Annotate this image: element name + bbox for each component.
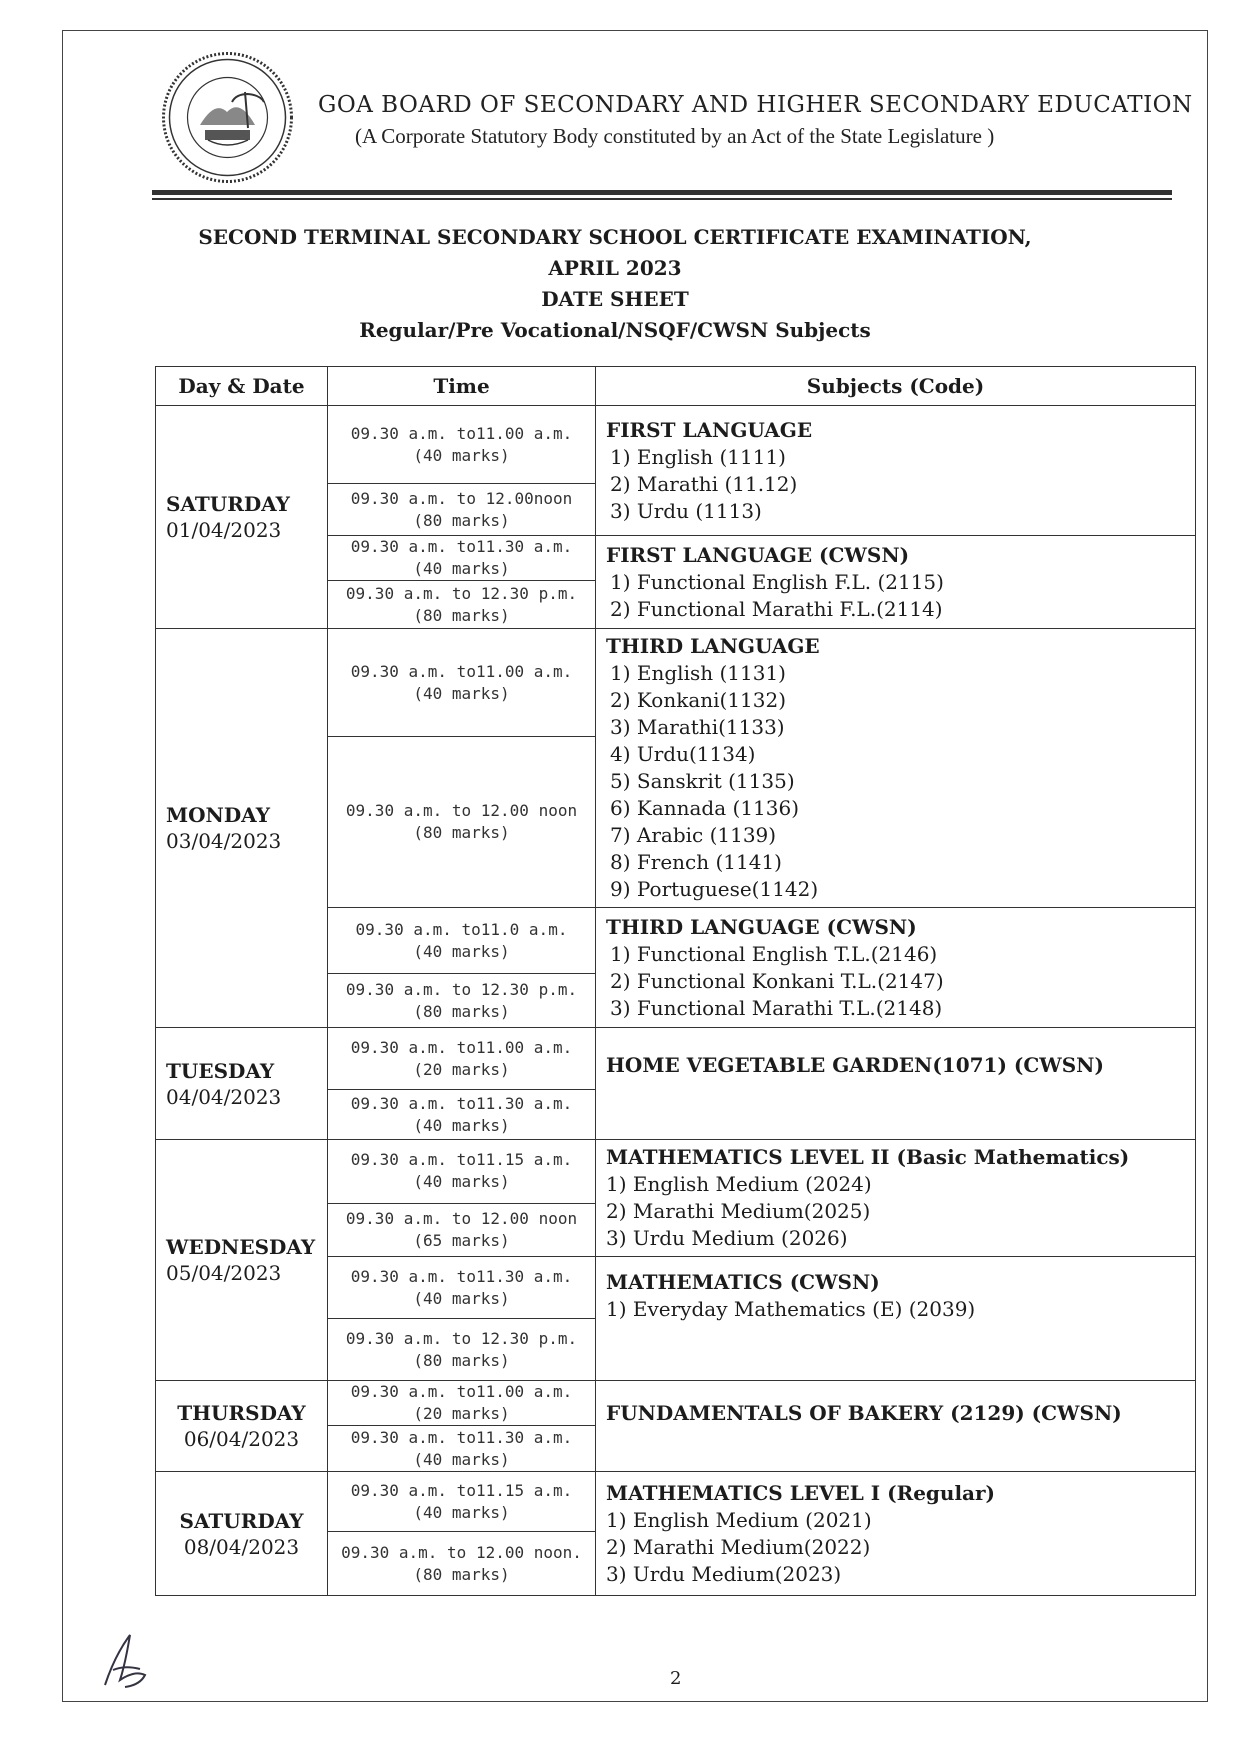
subject-item: 3) Functional Marathi T.L.(2148) xyxy=(610,995,943,1020)
subject-item: 2) Marathi Medium(2025) xyxy=(606,1199,871,1223)
time-cell xyxy=(328,406,596,484)
marks: (80 marks) xyxy=(413,605,510,625)
table-header-row xyxy=(156,367,1196,406)
time-range: 09.30 a.m. to11.00 a.m. xyxy=(350,423,573,443)
signature-icon xyxy=(95,1625,165,1695)
marks: (80 marks) xyxy=(413,1350,510,1370)
day-cell xyxy=(156,629,328,1028)
subjects-cell xyxy=(596,629,1196,908)
header-rule-thin xyxy=(152,198,1172,200)
subject-item: 2) Functional Konkani T.L.(2147) xyxy=(610,968,944,993)
subject-item: 3) Urdu Medium(2023) xyxy=(606,1561,842,1586)
time-cell xyxy=(328,1140,596,1204)
board-seal-icon xyxy=(160,50,295,185)
table-row xyxy=(156,406,1196,484)
time-range: 09.30 a.m. to11.0 a.m. xyxy=(355,919,568,939)
subjects-cell xyxy=(596,1140,1196,1257)
header-time: Time xyxy=(328,367,596,406)
exam-titles xyxy=(150,222,1080,346)
time-cell xyxy=(328,581,596,629)
subject-item: 1) English (1111) xyxy=(610,444,786,469)
time-cell xyxy=(328,484,596,536)
time-range: 09.30 a.m. to11.00 a.m. xyxy=(350,661,573,681)
exam-month: APRIL 2023 xyxy=(548,256,682,280)
day-cell xyxy=(156,1381,328,1472)
time-cell xyxy=(328,629,596,737)
time-range: 09.30 a.m. to 12.00 noon. xyxy=(341,1542,582,1562)
marks: (40 marks) xyxy=(413,559,510,578)
subject-item: 7) Arabic (1139) xyxy=(610,823,777,847)
subject-item: 9) Portuguese(1142) xyxy=(610,877,819,901)
subject-item: 1) Functional English F.L. (2115) xyxy=(610,569,944,594)
subjects-cell xyxy=(596,1472,1196,1596)
subject-item: 1) English (1131) xyxy=(610,661,786,685)
day-date: 03/04/2023 xyxy=(166,829,282,853)
table-row xyxy=(156,1140,1196,1204)
page-number: 2 xyxy=(670,1668,682,1689)
subject-item: 4) Urdu(1134) xyxy=(610,742,756,766)
day-name: TUESDAY xyxy=(166,1058,275,1083)
date-sheet-table xyxy=(155,366,1196,1596)
subjects-cell xyxy=(596,1257,1196,1381)
day-cell xyxy=(156,406,328,629)
day-cell xyxy=(156,1140,328,1381)
time-range: 09.30 a.m. to 12.30 p.m. xyxy=(345,979,578,999)
time-cell xyxy=(328,536,596,581)
subject-item: 1) Functional English T.L.(2146) xyxy=(610,941,938,966)
subject-item: 1) English Medium (2021) xyxy=(606,1507,872,1532)
time-range: 09.30 a.m. to 12.00noon xyxy=(350,488,573,508)
table-row xyxy=(156,629,1196,737)
marks: (80 marks) xyxy=(413,823,510,843)
time-cell xyxy=(328,1203,596,1256)
board-subtitle: (A Corporate Statutory Body constituted by an Act of the State Legislature ) xyxy=(355,124,995,148)
marks: (80 marks) xyxy=(413,510,510,530)
table-row xyxy=(156,1381,1196,1426)
marks: (20 marks) xyxy=(413,1404,510,1423)
day-cell xyxy=(156,1028,328,1140)
subject-item: 1) Everyday Mathematics (E) (2039) xyxy=(606,1296,976,1321)
subject-item: 1) English Medium (2024) xyxy=(606,1172,872,1196)
day-date: 05/04/2023 xyxy=(166,1261,282,1285)
subject-heading: MATHEMATICS LEVEL I (Regular) xyxy=(606,1480,996,1505)
subject-item: 3) Marathi(1133) xyxy=(610,715,785,739)
marks: (40 marks) xyxy=(413,1449,510,1469)
marks: (40 marks) xyxy=(413,1288,510,1308)
subject-item: 8) French (1141) xyxy=(610,850,782,874)
marks: (40 marks) xyxy=(413,1172,510,1192)
subject-heading: FUNDAMENTALS OF BAKERY (2129) (CWSN) xyxy=(606,1400,1122,1425)
time-range: 09.30 a.m. to11.00 a.m. xyxy=(350,1382,573,1401)
subject-item: 2) Konkani(1132) xyxy=(610,688,787,712)
time-cell xyxy=(328,1532,596,1596)
time-range: 09.30 a.m. to11.00 a.m. xyxy=(350,1037,573,1057)
header-subjects: Subjects (Code) xyxy=(596,367,1196,406)
time-range: 09.30 a.m. to 12.00 noon xyxy=(345,801,578,821)
subject-item: 2) Marathi Medium(2022) xyxy=(606,1534,871,1559)
day-date: 04/04/2023 xyxy=(166,1084,282,1109)
marks: (80 marks) xyxy=(413,1564,510,1584)
marks: (80 marks) xyxy=(413,1001,510,1021)
subject-heading: HOME VEGETABLE GARDEN(1071) (CWSN) xyxy=(606,1053,1104,1077)
subject-heading: THIRD LANGUAGE (CWSN) xyxy=(606,914,917,939)
table-row xyxy=(156,1472,1196,1532)
subject-item: 3) Urdu Medium (2026) xyxy=(606,1226,848,1250)
date-sheet-title: DATE SHEET xyxy=(541,287,689,311)
day-name: THURSDAY xyxy=(177,1401,306,1425)
day-date: 01/04/2023 xyxy=(166,518,282,542)
subject-heading: THIRD LANGUAGE xyxy=(606,634,820,658)
exam-title: SECOND TERMINAL SECONDARY SCHOOL CERTIFICATE EXAMINATION, xyxy=(198,225,1032,249)
time-cell xyxy=(328,1319,596,1381)
time-range: 09.30 a.m. to11.15 a.m. xyxy=(350,1150,573,1170)
subject-category: Regular/Pre Vocational/NSQF/CWSN Subjects xyxy=(359,318,871,342)
subjects-cell xyxy=(596,1028,1196,1140)
time-cell xyxy=(328,1257,596,1319)
board-name: GOA BOARD OF SECONDARY AND HIGHER SECONDARY EDUCATION xyxy=(318,92,1193,118)
subjects-cell xyxy=(596,1381,1196,1472)
subjects-cell xyxy=(596,406,1196,536)
header-day-date: Day & Date xyxy=(156,367,328,406)
marks: (20 marks) xyxy=(413,1059,510,1079)
time-range: 09.30 a.m. to11.30 a.m. xyxy=(350,1093,573,1113)
header-rule xyxy=(152,190,1172,195)
subject-item: 3) Urdu (1113) xyxy=(610,498,762,523)
subjects-cell xyxy=(596,908,1196,1028)
time-cell xyxy=(328,737,596,908)
day-name: SATURDAY xyxy=(179,1508,304,1533)
time-range: 09.30 a.m. to 12.30 p.m. xyxy=(345,1328,578,1348)
time-cell xyxy=(328,1381,596,1426)
marks: (40 marks) xyxy=(413,941,510,961)
time-range: 09.30 a.m. to11.30 a.m. xyxy=(350,537,573,556)
table-row xyxy=(156,1028,1196,1090)
time-cell xyxy=(328,974,596,1028)
subject-item: 6) Kannada (1136) xyxy=(610,796,800,820)
time-range: 09.30 a.m. to 12.30 p.m. xyxy=(345,583,578,603)
day-date: 08/04/2023 xyxy=(183,1534,300,1559)
subject-heading: MATHEMATICS LEVEL II (Basic Mathematics) xyxy=(606,1145,1130,1169)
time-cell xyxy=(328,1028,596,1090)
time-range: 09.30 a.m. to11.15 a.m. xyxy=(350,1480,573,1500)
marks: (40 marks) xyxy=(413,1502,510,1522)
marks: (40 marks) xyxy=(413,1115,510,1135)
marks: (40 marks) xyxy=(413,683,510,703)
subject-item: 2) Marathi (11.12) xyxy=(610,471,798,496)
subject-item: 5) Sanskrit (1135) xyxy=(610,769,795,793)
time-cell xyxy=(328,908,596,974)
subject-heading: MATHEMATICS (CWSN) xyxy=(606,1269,880,1294)
time-cell xyxy=(328,1426,596,1472)
day-name: SATURDAY xyxy=(166,492,290,516)
subject-item: 2) Functional Marathi F.L.(2114) xyxy=(610,596,943,621)
day-name: WEDNESDAY xyxy=(166,1235,316,1259)
marks: (65 marks) xyxy=(413,1230,510,1250)
day-date: 06/04/2023 xyxy=(183,1427,300,1451)
time-range: 09.30 a.m. to 12.00 noon xyxy=(345,1208,578,1228)
subjects-cell xyxy=(596,536,1196,629)
time-range: 09.30 a.m. to11.30 a.m. xyxy=(350,1427,573,1447)
marks: (40 marks) xyxy=(413,445,510,465)
day-cell xyxy=(156,1472,328,1596)
time-cell xyxy=(328,1472,596,1532)
time-range: 09.30 a.m. to11.30 a.m. xyxy=(350,1266,573,1286)
day-name: MONDAY xyxy=(166,803,270,827)
subject-heading: FIRST LANGUAGE (CWSN) xyxy=(606,542,910,567)
subject-heading: FIRST LANGUAGE xyxy=(606,417,813,442)
time-cell xyxy=(328,1090,596,1140)
